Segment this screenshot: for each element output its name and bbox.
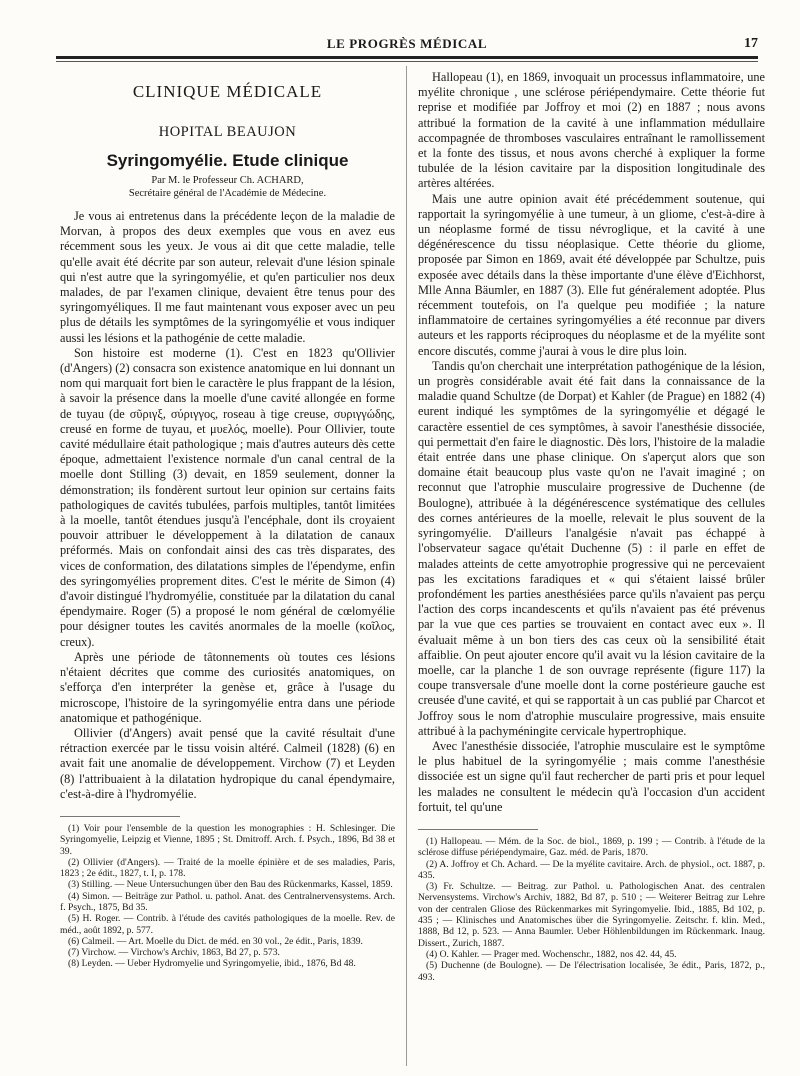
footnote: (5) Duchenne (de Boulogne). — De l'électrisation localisée, 3e édit., Paris, 1872, p., 493. bbox=[418, 960, 765, 983]
footnote: (6) Calmeil. — Art. Moelle du Dict. de méd. en 30 vol., 2e édit., Paris, 1839. bbox=[68, 935, 363, 947]
header-rule bbox=[56, 56, 758, 59]
header-rule-thin bbox=[56, 61, 758, 62]
section-title: CLINIQUE MÉDICALE bbox=[132, 82, 323, 101]
paragraph: Mais une autre opinion avait été précédemment soutenue, qui rapportait la syringomyélie à une tumeur, à un gliome, c'est-à-dire à un néoplasme formé de tissu névroglique, et la cavité à une dégénérescence du tissu néoplasique. Cette théorie du gliome, proposée par Simon en 1869, avait été développée par Schultze, puis exposée avec détails dans la thèse importante d'une élève d'Eichhorst, Mlle Anna Bäumler, en 1887 (3). Elle fut généralement adoptée. Plus récemment toutefois, on l'a quelque peu modifiée ; la nature inflammatoire de certaines syringomyélies a été reconnue par divers auteurs et les rapports réciproques du néoplasme et de la myélite sont encore discutés, comme j'aurai à vous le dire plus loin. bbox=[418, 191, 765, 358]
footnote: (5) H. Roger. — Contrib. à l'étude des cavités pathologiques de la moelle. Rev. de méd., août 1892, p. 577. bbox=[60, 913, 395, 936]
right-column bbox=[418, 70, 765, 983]
footnote: (1) Hallopeau. — Mém. de la Soc. de biol., 1869, p. 199 ; — Contrib. à l'étude de la sclérose diffuse périépendymaire, Gaz. méd. de Paris, 1870. bbox=[418, 835, 765, 859]
journal-title: LE PROGRÈS MÉDICAL bbox=[326, 36, 488, 51]
paragraph: Hallopeau (1), en 1869, invoquait un processus inflammatoire, une myélite chronique , une sclérose périépendymaire. Cette théorie fut reprise et modifiée par Joffroy et moi (2) en 1887 ; nous avons attribué la formation de la cavité à une inflammation médullaire accompagnée de thromboses vasculaires entraînant le ramollissement et la fonte des tissus, et nous avons cherché à expliquer la forme tubulée de la lésion cavitaire par la disposition longitudinale des artères altérées. bbox=[418, 70, 765, 191]
hospital-name: HOPITAL BEAUJON bbox=[158, 124, 297, 140]
author-position: Secrétaire général de l'Académie de Médecine. bbox=[128, 188, 327, 199]
footnote: (8) Leyden. — Ueber Hydromyelie und Syringomyelie, ibid., 1876, Bd 48. bbox=[68, 958, 356, 970]
paragraph: Avec l'anesthésie dissociée, l'atrophie musculaire est le symptôme le plus habituel de la syringomyélie ; mais comme l'anesthésie dissociée est un signe qu'il faut rechercher de parti pris et pour lequel les malades ne consultent le médecin qu'à l'occasion d'un accident fortuit, tel qu'une bbox=[418, 738, 765, 814]
footnote: (2) A. Joffroy et Ch. Achard. — De la myélite cavitaire. Arch. de physiol., oct. 1887, p. 435. bbox=[418, 858, 765, 881]
footnote-rule bbox=[418, 829, 538, 830]
paragraph: Je vous ai entretenus dans la précédente leçon de la maladie de Morvan, à propos des deux exemples que vous en avez eus récemment sous les yeux. Je vous ai dit que cette maladie, telle qu'elle avait été décrite par son auteur, relevait d'une lésion spinale qui n'est autre que la syringomyélie, et qu'en particulier nos deux malades, de par l'examen clinique, devaient être tenus pour des syringomyéliques. Il me faut maintenant vous exposer avec un peu plus de détails les symptômes de la syringomyélie et vous indiquer aussi les lésions et la pathogénie de cette maladie. bbox=[60, 209, 395, 345]
footnote: (7) Virchow. — Virchow's Archiv, 1863, Bd 27, p. 573. bbox=[68, 947, 280, 959]
article-title: Syringomyélie. Etude clinique bbox=[106, 151, 349, 170]
footnote: (3) Stilling. — Neue Untersuchungen über den Bau des Rückenmarks, Kassel, 1859. bbox=[68, 879, 393, 891]
paragraph: Ollivier (d'Angers) avait pensé que la cavité résultait d'une rétraction exercée par le tissu voisin altéré. Calmeil (1828) (6) en avait fait une anomalie de développement. Virchow (7) et Leyden (8) l'attribuaient à la dilatation hydropique du canal épendymaire, c'est-à-dire à l'hydromyélie. bbox=[60, 725, 395, 801]
column-divider bbox=[406, 66, 407, 1066]
paragraph: Tandis qu'on cherchait une interprétation pathogénique de la lésion, un progrès considérable avait été fait dans la connaissance de la maladie quand Schultze (de Dorpat) et Kahler (de Prague) en 1882 (4) eurent indiqué les symptômes de la syringomyélie et dégagé le caractère essentiel de ces symptômes, à savoir l'anesthésie dissociée, qui permettait d'en faire le diagnostic. Dès lors, l'histoire de la maladie était entrée dans une phase clinique. On s'aperçut alors que son domaine était beaucoup plus vaste qu'on ne l'avait imaginé ; on reconnut que l'atrophie musculaire progressive de Duchenne (de Boulogne), attribuée à la dégénérescence systématique des cellules des cornes antérieures de la moelle, relevait le plus souvent de la syringomyélie. D'ailleurs l'analgésie n'avait pas échappé à l'observateur sagace qu'était Duchenne (5) : il parle en effet de malades atteints de cette amyotrophie progressive qui ne percevaient pas les excitations faradiques et « qui s'étaient laissé brûler profondément les parties anesthésiées parce qu'ils n'avaient pas perçu l'action des corps incandescents et qu'ils n'avaient pas été prévenus par la vue que ces parties se trouvaient en contact avec eux ». Il évaluait même à un bon tiers des cas ceux où la sensibilité était affaiblie. On peut ajouter encore qu'il avait vu la lésion cavitaire de la moelle, car la planche 1 de son ouvrage représente (figure 117) la coupe transversale d'une moelle dont la corne postérieure gauche est creusée d'une cavité, et qui se rapportait à un cas publié par Charcot et Joffroy sous le nom d'atrophie musculaire progressive, mais ensuite attribué à la pachyméningite cervicale hypertrophique. bbox=[418, 358, 765, 738]
left-column bbox=[60, 70, 395, 970]
footnote: (1) Voir pour l'ensemble de la question les monographies : H. Schlesinger. Die Syringomyelie, Leipzig et Vienne, 1895 ; St. Dmitroff. Arch. f. Psych., 1896, Bd 38 et 39. bbox=[60, 822, 395, 857]
footnote: (4) Simon. — Beiträge zur Pathol. u. pathol. Anat. des Centralnervensystems. Arch. f. Psych., 1875, Bd 35. bbox=[60, 890, 395, 913]
footnote: (3) Fr. Schultze. — Beitrag. zur Pathol. u. Pathologischen Anat. des centralen Nervensystems. Virchow's Archiv, 1882, Bd 87, p. 510 ; — Weiterer Beitrag zur Lehre von der centralen Gliose des Rückenmarkes mit Syringomyelie. Ibid., 1885, Bd 102, p. 435 ; — Klinisches und Anatomisches über die Syringomyelie. Zeitschr. f. klin. Med., 1888, Bd 12, p. 523. — Anna Baumler. Ueber Höhlenbildungen im Rückenmark. Inaug. Dissert., Zurich, 1887. bbox=[418, 881, 765, 949]
paragraph: Son histoire est moderne (1). C'est en 1823 qu'Ollivier (d'Angers) (2) consacra son existence anatomique en lui donnant un nom qui marquait fort bien le caractère le plus frappant de la lésion, à savoir la présence dans la moelle d'une cavité allongée en forme de tuyau (de σῦριγξ, σύριγγος, roseau à tige creuse, συριγγώδης, creusé en forme de tuyau, et μυελός, moelle). Pour Ollivier, toute cavité médullaire était pathologique ; mais d'autres auteurs dès cette époque, admettaient l'existence normale d'un canal central de la moelle dont Stilling (3) devait, en 1859 seulement, donner la démonstration; ils fondèrent surtout leur opinion sur certains faits pathologiques de cavités tubulées, parfois multiples, tantôt limitées à la moelle, tantôt étendues jusqu'à l'encéphale, dont ils croyaient pouvoir attribuer le développement à la dilatation de canaux préformés. Mais on confondait ainsi des cas très disparates, des vices de conformation, des dilatations simples de l'épendyme, enfin des syringomyélies proprement dites. C'est le mérite de Simon (4) d'avoir distingué l'hydromyélie, constituée par la dilatation du canal épendymaire. Roger (5) a proposé le nom général de cœlomyélie pour désigner toutes les cavités anormales de la moelle (κοῖλος, creux). bbox=[60, 345, 395, 649]
footnote: (4) O. Kahler. — Prager med. Wochenschr., 1882, nos 42. 44, 45. bbox=[426, 948, 677, 960]
page-number: 17 bbox=[744, 36, 758, 51]
page-header bbox=[56, 36, 758, 54]
footnote-rule bbox=[60, 816, 180, 817]
byline: Par M. le Professeur Ch. ACHARD, bbox=[151, 175, 304, 186]
paragraph: Après une période de tâtonnements où toutes ces lésions n'étaient décrites que comme des curiosités anatomiques, on s'efforça d'en interpréter la genèse et, grâce à l'usage du microscope, l'histoire de la syringomyélie entra dans une période anatomique et pathogénique. bbox=[60, 649, 395, 725]
footnote: (2) Ollivier (d'Angers). — Traité de la moelle épinière et de ses maladies, Paris, 1823 ; 2e édit., 1827, t. I, p. 178. bbox=[60, 856, 395, 880]
